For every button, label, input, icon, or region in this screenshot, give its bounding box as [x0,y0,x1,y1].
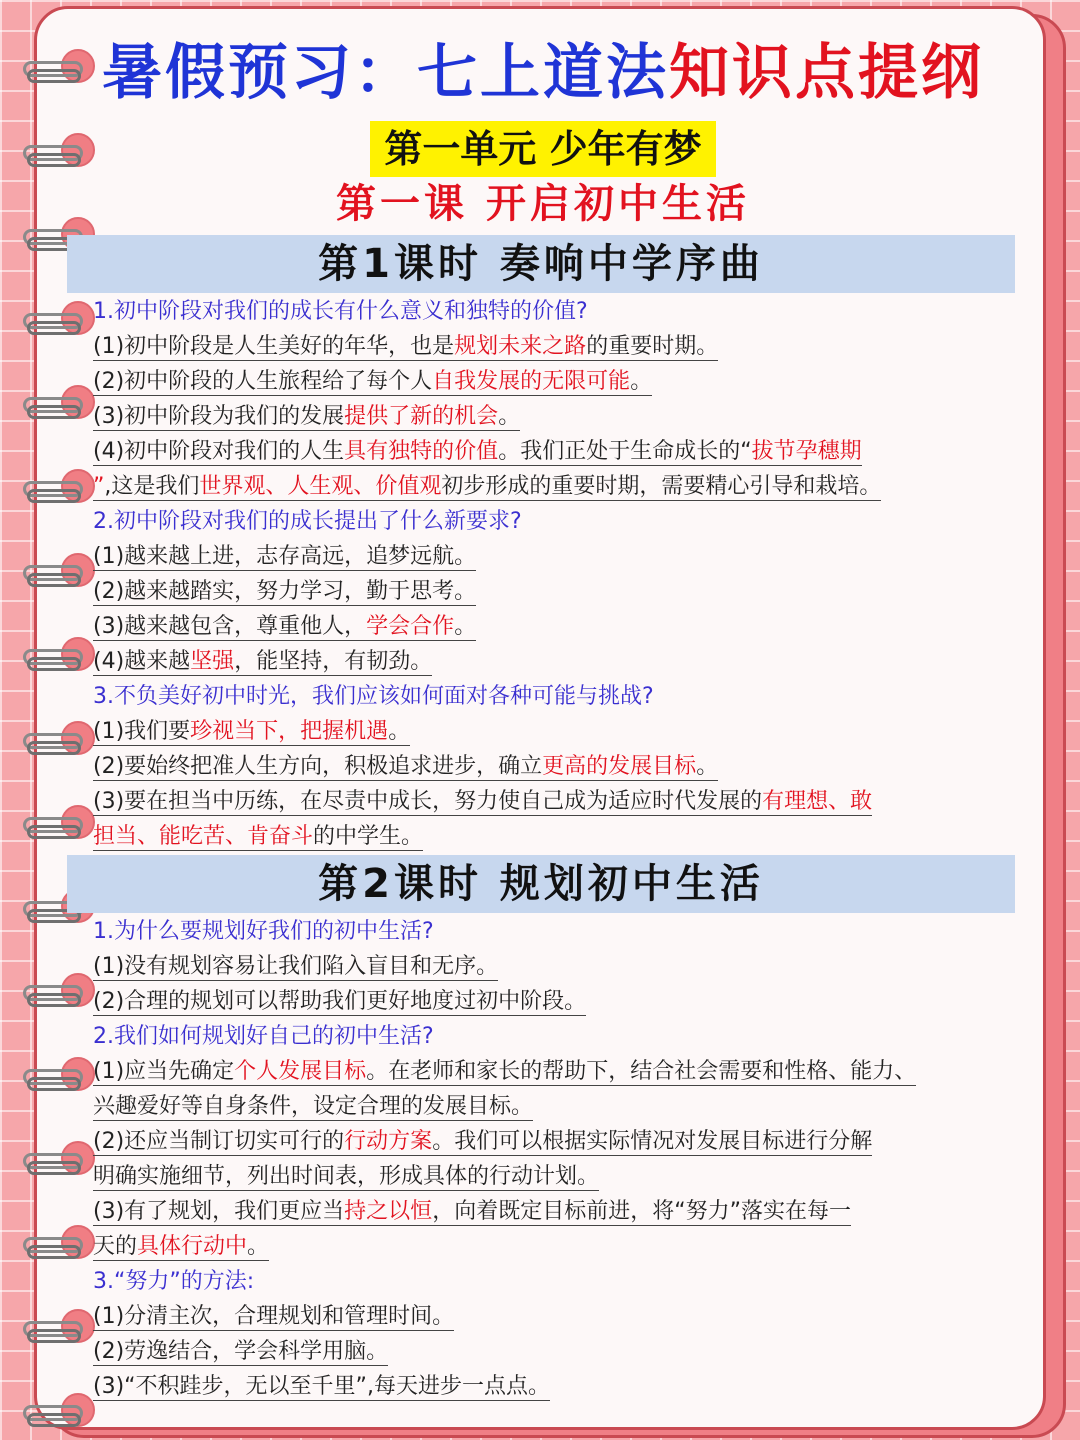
notebook-page [34,6,1046,1430]
s1-req-2: (2)越来越踏实，努力学习，勤于思考。 [93,579,477,604]
s2-plan-2: (2)还应当制订切实可行的行动方案。我们可以根据实际情况对发展目标进行分解 [93,1129,873,1154]
s1-req-3: (3)越来越包含，尊重他人，学会合作。 [93,614,477,639]
s2-method-2: (2)劳逸结合，学会科学用脑。 [93,1339,389,1364]
s1-challenge-1: (1)我们要珍视当下，把握机遇。 [93,719,411,744]
s1-answer-3: (3)初中阶段为我们的发展提供了新的机会。 [93,404,521,429]
unit-heading-wrap [37,121,1049,177]
s1-challenge-2: (2)要始终把准人生方向，积极追求进步，确立更高的发展目标。 [93,754,719,779]
s2-answer-2: (2)合理的规划可以帮助我们更好地度过初中阶段。 [93,989,587,1014]
title-part-1: 暑假预习：七上道法 [102,38,669,108]
s1-req-4: (4)越来越坚强，能坚持，有韧劲。 [93,649,433,674]
s2-answer-1: (1)没有规划容易让我们陷入盲目和无序。 [93,954,499,979]
lesson-heading: 第一课 开启初中生活 [336,181,750,227]
s1-answer-4-cont: ”,这是我们世界观、人生观、价值观初步形成的重要时期，需要精心引导和栽培。 [93,474,882,499]
s2-method-1: (1)分清主次，合理规划和管理时间。 [93,1304,455,1329]
s1-challenge-3-cont: 担当、能吃苦、肯奋斗的中学生。 [93,824,424,849]
s2-plan-2-cont: 明确实施细节，列出时间表，形成具体的行动计划。 [93,1164,600,1189]
unit-heading: 第一单元 少年有梦 [370,121,715,177]
s1-answer-4: (4)初中阶段对我们的人生具有独特的价值。我们正处于生命成长的“拔节孕穗期 [93,439,862,464]
s1-question-2: 2.初中阶段对我们的成长提出了什么新要求? [93,509,522,534]
s2-question-1: 1.为什么要规划好我们的初中生活? [93,919,434,944]
s1-question-1: 1.初中阶段对我们的成长有什么意义和独特的价值? [93,299,588,324]
s2-method-3: (3)“不积跬步，无以至千里”,每天进步一点点。 [93,1374,550,1399]
s2-question-3: 3.“努力”的方法: [93,1269,255,1294]
s1-req-1: (1)越来越上进，志存高远，追梦远航。 [93,544,477,569]
s1-answer-1: (1)初中阶段是人生美好的年华，也是规划未来之路的重要时期。 [93,334,719,359]
s2-question-2: 2.我们如何规划好自己的初中生活? [93,1024,434,1049]
s2-plan-3: (3)有了规划，我们更应当持之以恒，向着既定目标前进，将“努力”落实在每一 [93,1199,851,1224]
page-title [37,35,1049,111]
section-1-heading: 第1课时 奏响中学序曲 [67,235,1015,293]
s1-question-3: 3.不负美好初中时光，我们应该如何面对各种可能与挑战? [93,684,654,709]
section-2-heading: 第2课时 规划初中生活 [67,855,1015,913]
s2-plan-1-cont: 兴趣爱好等自身条件，设定合理的发展目标。 [93,1094,534,1119]
s2-plan-1: (1)应当先确定个人发展目标。在老师和家长的帮助下，结合社会需要和性格、能力、 [93,1059,917,1084]
s1-answer-2: (2)初中阶段的人生旅程给了每个人自我发展的无限可能。 [93,369,653,394]
page-content [37,9,1049,1433]
title-part-2: 知识点提纲 [669,38,984,108]
s2-plan-3-cont: 天的具体行动中。 [93,1234,270,1259]
s1-challenge-3: (3)要在担当中历练，在尽责中成长，努力使自己成为适应时代发展的有理想、敢 [93,789,873,814]
